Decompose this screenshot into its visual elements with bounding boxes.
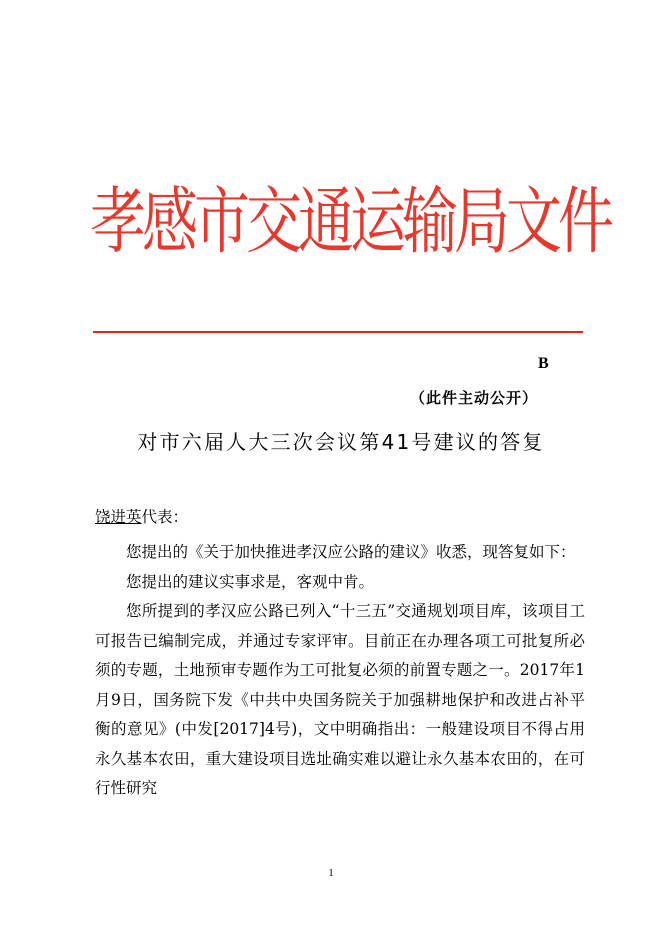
disclosure-note: （此件主动公开）	[410, 389, 539, 407]
document-title: 对市六届人大三次会议第41号建议的答复	[137, 430, 545, 454]
salutation-suffix: 代表：	[141, 508, 189, 526]
red-divider-rule	[93, 331, 583, 333]
body-paragraph: 您提出的建议实事求是，客观中肯。	[126, 572, 375, 591]
body-paragraph: 您所提到的孝汉应公路已列入“十三五”交通规划项目库，该项目工可报告已编制完成，并通过专家评审。目前正在办理各项工可批复所必须的专题，土地预审专题作为工可批复必须的前置专题之一。2017年1月9日，国务院下发《中共中央国务院关于加强耕地保护和改进占补平衡的意见》(中发[2017]4号)，文中明确指出：一般建设项目不得占用永久基本农田，重大建设项目选址确实难以避让永久基本农田的，在可行性研究	[95, 602, 585, 797]
body-text	[95, 538, 585, 804]
masthead-title: 孝感市交通运输局文件	[90, 180, 610, 265]
representative-name: 饶进英	[95, 508, 142, 526]
document-mark: B	[538, 355, 549, 372]
body-paragraph: 您提出的《关于加快推进孝汉应公路的建议》收悉，现答复如下：	[126, 543, 576, 561]
salutation	[95, 506, 188, 528]
page-number: 1	[328, 867, 334, 879]
